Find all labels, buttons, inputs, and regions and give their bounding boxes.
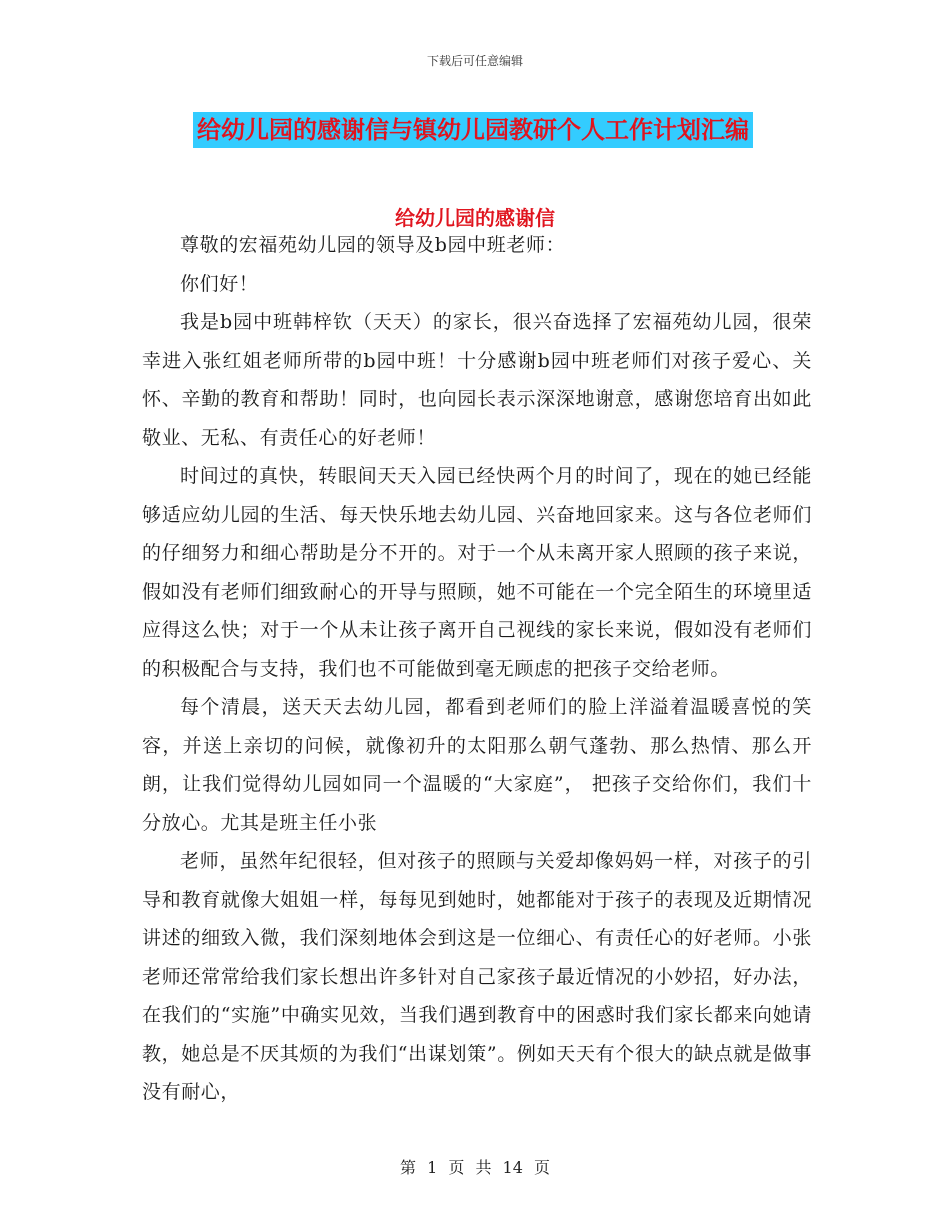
- body-paragraph: 老师，虽然年纪很轻，但对孩子的照顾与关爱却像妈妈一样，对孩子的引导和教育就像大姐姐一样，每每见到她时，她都能对于孩子的表现及近期情况讲述的细致入微，我们深刻地体会到这是一位细心、有责任心的好老师。小张老师还常常给我们家长想出许多针对自己家孩子最近情况的小妙招，好办法，在我们的“实施”中确实见效，当我们遇到教育中的困惑时我们家长都来向她请教，她总是不厌其烦的为我们“出谋划策”。例如天天有个很大的缺点就是做事没有耐心，: [142, 850, 812, 1103]
- letter-body: [142, 226, 812, 1112]
- header-note: 下载后可任意编辑: [426, 54, 523, 68]
- salutation: 尊敬的宏福苑幼儿园的领导及b园中班老师：: [180, 234, 566, 256]
- document-title: 给幼儿园的感谢信与镇幼儿园教研个人工作计划汇编: [193, 112, 753, 148]
- body-paragraph: 每个清晨，送天天去幼儿园，都看到老师们的脸上洋溢着温暖喜悦的笑容，并送上亲切的问候，就像初升的太阳那么朝气蓬勃、那么热情、那么开朗，让我们觉得幼儿园如同一个温暖的“大家庭”， 把孩子交给你们，我们十分放心。尤其是班主任小张: [142, 696, 812, 834]
- body-paragraph: 我是b园中班韩梓钦（天天）的家长，很兴奋选择了宏福苑幼儿园，很荣幸进入张红姐老师所带的b园中班！十分感谢b园中班老师们对孩子爱心、关怀、辛勤的教育和帮助！同时，也向园长表示深深地谢意，感谢您培育出如此敬业、无私、有责任心的好老师！: [142, 311, 812, 449]
- section-title: 给幼儿园的感谢信: [395, 206, 555, 230]
- page-footer: 第 1 页 共 14 页: [400, 1158, 550, 1177]
- body-paragraph: 时间过的真快，转眼间天天入园已经快两个月的时间了，现在的她已经能够适应幼儿园的生活、每天快乐地去幼儿园、兴奋地回家来。这与各位老师们的仔细努力和细心帮助是分不开的。对于一个从未离开家人照顾的孩子来说，假如没有老师们细致耐心的开导与照顾，她不可能在一个完全陌生的环境里适应得这么快；对于一个从未让孩子离开自己视线的家长来说，假如没有老师们的积极配合与支持，我们也不可能做到毫无顾虑的把孩子交给老师。: [142, 465, 812, 680]
- greeting: 你们好！: [180, 272, 259, 295]
